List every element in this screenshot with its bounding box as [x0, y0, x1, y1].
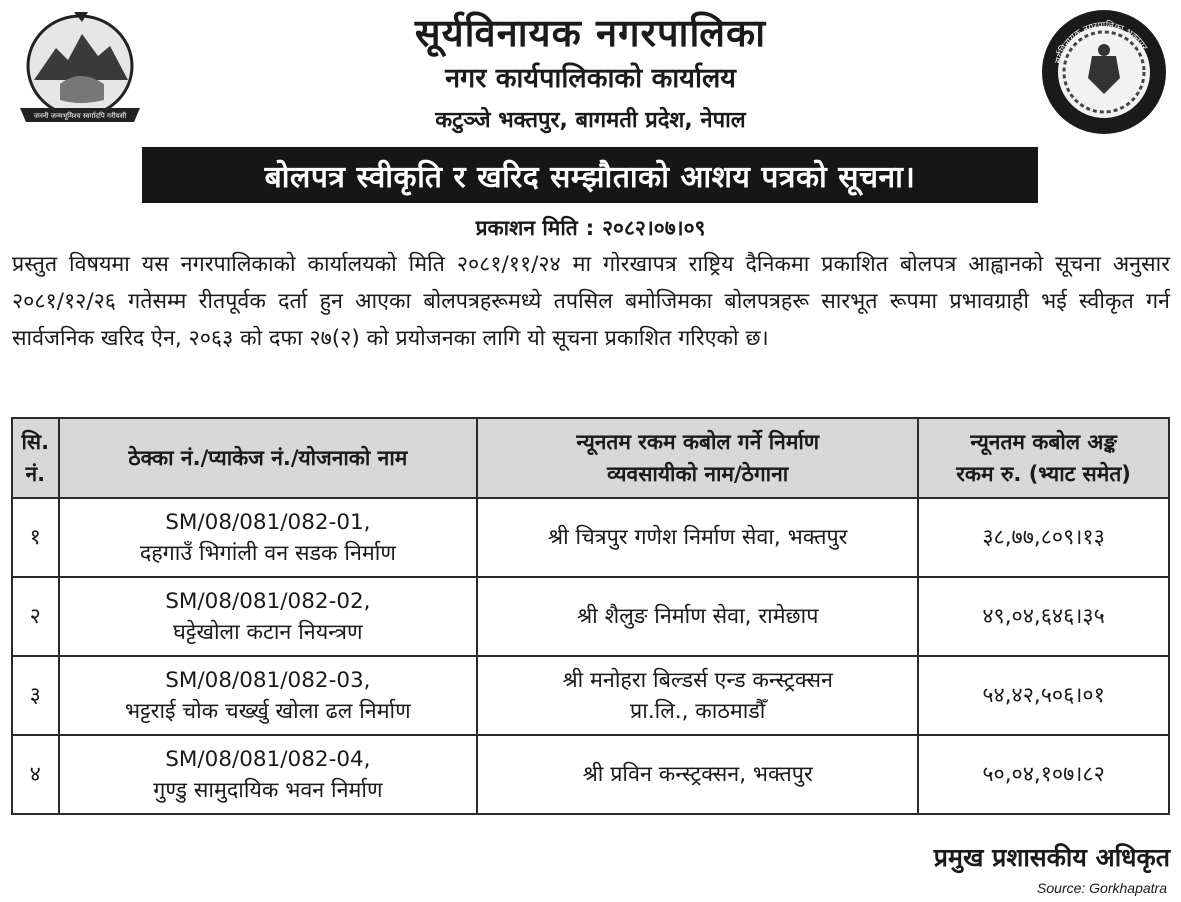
notice-banner: बोलपत्र स्वीकृति र खरिद सम्झौताको आशय पत्रको सूचना। [142, 147, 1038, 203]
seal-text: सूर्यविनायक नगरपालिका भक्तपुर [1053, 20, 1149, 65]
builder-line1: श्री चित्रपुर गणेश निर्माण सेवा, भक्तपुर [547, 525, 848, 550]
table-header-row [12, 418, 1169, 498]
builder-line1: श्री मनोहरा बिल्डर्स एन्ड कन्स्ट्रक्सन [562, 667, 833, 693]
cell-serial: ३ [12, 656, 59, 735]
cell-builder [477, 656, 918, 735]
cell-amount: ३८,७७,८०९।१३ [918, 498, 1169, 577]
header-builder-line2: व्यवसायीको नाम/ठेगाना [607, 462, 789, 486]
header-serial-line2: नं. [25, 462, 46, 486]
cell-amount: ५०,०४,१०७।८२ [918, 735, 1169, 814]
bid-approval-table [11, 417, 1170, 815]
pub-date-separator: : [585, 216, 595, 240]
office-subtitle: नगर कार्यपालिकाको कार्यालय [445, 63, 736, 94]
header-builder-line1: न्यूनतम रकम कबोल गर्ने निर्माण [576, 430, 819, 454]
contract-code: SM/08/081/082-02, [165, 588, 371, 614]
notice-intro-paragraph: प्रस्तुत विषयमा यस नगरपालिकाको कार्यालयको मिति २०८१/११/२४ मा गोरखापत्र राष्ट्रिय दैनिकमा प्रकाशित बोलपत्र आह्वानको सूचना अनुसार २०८१/१२/२६ गतेसम्म रीतपूर्वक दर्ता हुन आएका बोलपत्रहरूमध्ये तपसिल बमोजिमका बोलपत्रहरू सारभूत रूपमा प्रभावग्राही भई स्वीकृत गर्न सार्वजनिक खरिद ऐन, २०६३ को दफा २७(२) को प्रयोजनका लागि यो सूचना प्रकाशित गरिएको छ। [12, 252, 1170, 351]
municipality-title: सूर्यविनायक नगरपालिका [414, 11, 767, 55]
project-name: गुण्डु सामुदायिक भवन निर्माण [153, 777, 383, 803]
pub-date-label: प्रकाशन मिति [475, 216, 578, 240]
header-serial [12, 418, 59, 498]
header-amount [918, 418, 1169, 498]
header-builder [477, 418, 918, 498]
signatory-title: प्रमुख प्रशासकीय अधिकृत [933, 843, 1170, 872]
table-row [12, 656, 1169, 735]
cell-serial: १ [12, 498, 59, 577]
cell-amount: ५४,४२,५०६।०१ [918, 656, 1169, 735]
contract-code: SM/08/081/082-04, [165, 746, 371, 772]
cell-builder [477, 735, 918, 814]
cell-contract [59, 656, 478, 735]
header-amount-line1: न्यूनतम कबोल अङ्क [970, 430, 1117, 454]
source-credit: Source: Gorkhapatra [1037, 880, 1167, 896]
emblem-motto: जननी जन्मभूमिश्च स्वर्गादपि गरीयसी [33, 112, 127, 120]
publication-date [0, 214, 1181, 242]
cell-serial: २ [12, 577, 59, 656]
project-name: भट्टराई चोक चर्ख्खु खोला ढल निर्माण [125, 698, 411, 724]
municipality-seal-logo [1040, 8, 1168, 136]
builder-line1: श्री प्रविन कन्स्ट्रक्सन, भक्तपुर [582, 762, 813, 787]
contract-code: SM/08/081/082-03, [165, 667, 371, 693]
project-name: घट्टेखोला कटान नियन्त्रण [173, 619, 363, 645]
builder-line2: प्रा.लि., काठमाडौँ [630, 698, 766, 724]
cell-contract [59, 577, 478, 656]
cell-builder [477, 498, 918, 577]
header-serial-line1: सि. [21, 430, 50, 454]
header-amount-line2: रकम रु. (भ्याट समेत) [956, 462, 1131, 486]
cell-contract [59, 498, 478, 577]
cell-builder [477, 577, 918, 656]
builder-line1: श्री शैलुङ निर्माण सेवा, रामेछाप [576, 604, 819, 629]
cell-serial: ४ [12, 735, 59, 814]
cell-contract [59, 735, 478, 814]
office-address: कटुञ्जे भक्तपुर, बागमती प्रदेश, नेपाल [435, 108, 746, 133]
pub-date-value: २०८२।०७।०९ [602, 216, 706, 240]
table-row [12, 577, 1169, 656]
header-contract: ठेक्का नं./प्याकेज नं./योजनाको नाम [59, 418, 478, 498]
table-row [12, 735, 1169, 814]
cell-amount: ४९,०४,६४६।३५ [918, 577, 1169, 656]
project-name: दहगाउँ भिगांली वन सडक निर्माण [139, 540, 396, 566]
contract-code: SM/08/081/082-01, [165, 509, 371, 535]
table-row [12, 498, 1169, 577]
